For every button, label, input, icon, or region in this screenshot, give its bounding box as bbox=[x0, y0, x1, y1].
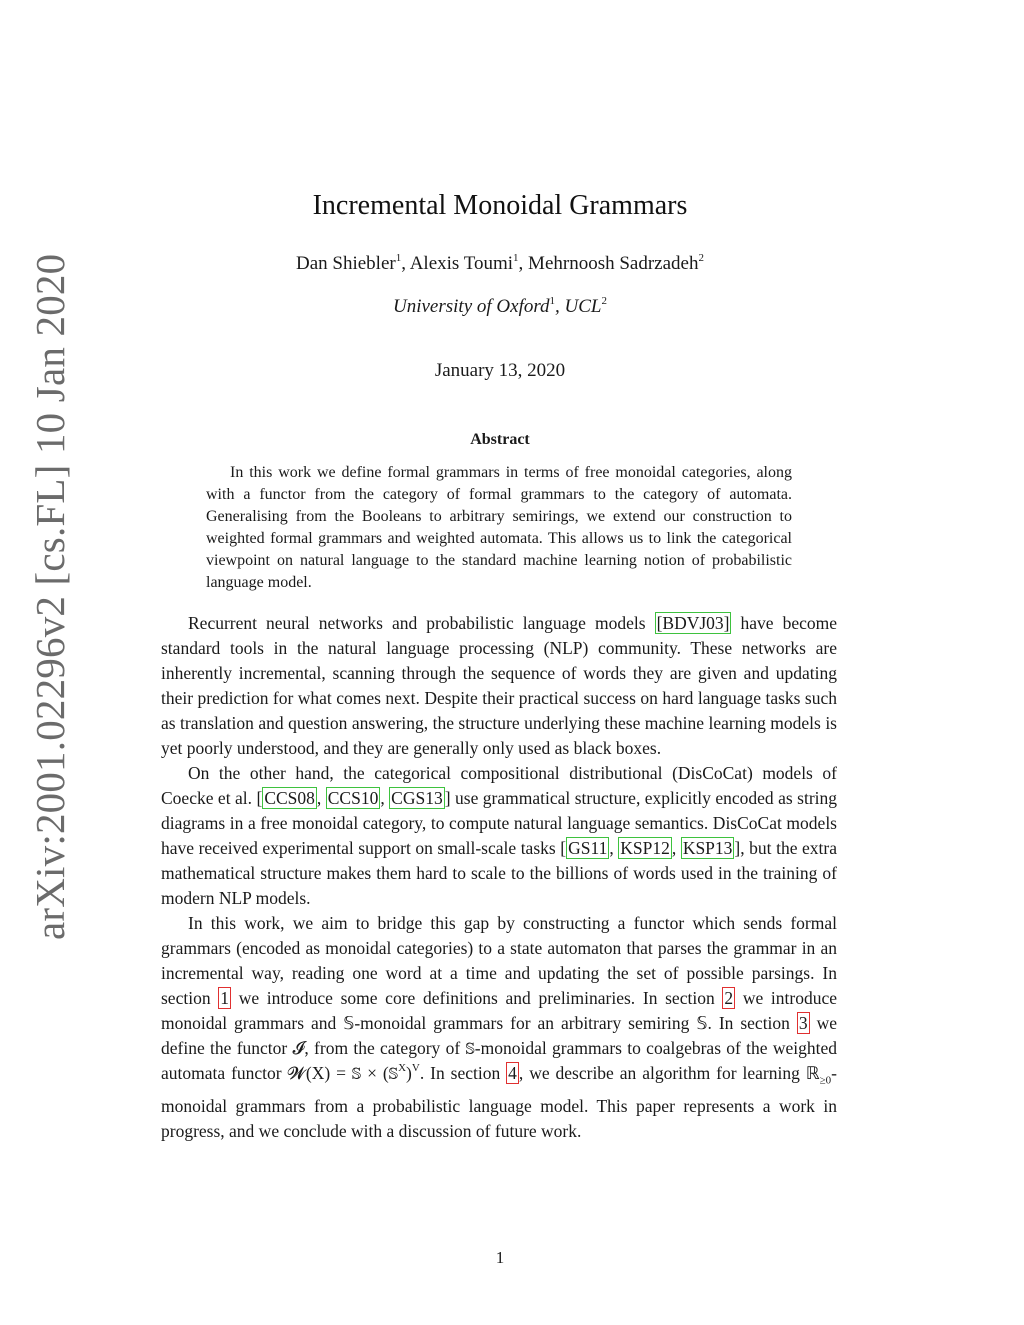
affiliation-mark: 2 bbox=[698, 252, 704, 264]
author-name: Mehrnoosh Sadrzadeh bbox=[528, 253, 699, 274]
text-run: , we describe an algorithm for learning ℝ bbox=[518, 1063, 820, 1083]
affiliation-mark: 1 bbox=[549, 295, 556, 307]
separator: , bbox=[316, 788, 326, 808]
citation-link[interactable]: GS11 bbox=[568, 838, 608, 858]
paper-title: Incremental Monoidal Grammars bbox=[312, 190, 688, 221]
affiliation-name: UCL bbox=[564, 296, 602, 317]
affiliation-mark: 2 bbox=[601, 295, 607, 307]
page-number: 1 bbox=[495, 1248, 505, 1267]
publication-date: January 13, 2020 bbox=[434, 360, 566, 381]
text-run: we define the functor 𝓘, from the category of 𝕊-monoidal grammars to coalgebras of the weighted automata functor 𝓦(X) = 𝕊 × (𝕊 bbox=[161, 1013, 838, 1083]
abstract-heading: Abstract bbox=[470, 431, 530, 448]
bracket: [ bbox=[560, 838, 567, 858]
paragraph-1 bbox=[161, 611, 837, 761]
text-run: ) bbox=[406, 1063, 412, 1083]
paragraph-2 bbox=[161, 761, 837, 911]
separator: , bbox=[380, 788, 390, 808]
bracket: [ bbox=[256, 788, 263, 808]
section-ref-link[interactable]: 2 bbox=[724, 988, 734, 1008]
text-run: -monoidal grammars from a probabilistic language model. This paper represents a work in progress, and we conclude with a discussion of future work. bbox=[161, 1063, 837, 1141]
author-name: Dan Shiebler bbox=[296, 253, 396, 274]
affiliation-list bbox=[0, 296, 1000, 318]
author-name: Alexis Toumi bbox=[409, 253, 514, 274]
text-run: . In section bbox=[419, 1063, 507, 1083]
citation-link[interactable]: KSP12 bbox=[620, 838, 670, 858]
separator: , bbox=[401, 253, 410, 274]
section-ref-link[interactable]: 3 bbox=[798, 1013, 808, 1033]
arxiv-identifier: arXiv:2001.02296v2 [cs.FL] 10 Jan 2020 bbox=[27, 253, 73, 940]
superscript: X bbox=[398, 1062, 407, 1074]
citation-link[interactable]: [BDVJ03] bbox=[656, 613, 730, 633]
bracket: ] bbox=[444, 788, 451, 808]
text-run: In this work, we aim to bridge this gap by constructing a functor which sends formal grammars (encoded as monoidal categories) to a state automaton that parses the grammar in an incremental way, reading one word at a time and updating the set of possible parsings. In section bbox=[161, 913, 837, 1008]
separator: , bbox=[671, 838, 681, 858]
separator: , bbox=[518, 253, 529, 274]
text-run: we introduce monoidal grammars and 𝕊-monoidal grammars for an arbitrary semiring 𝕊. In section bbox=[161, 988, 838, 1033]
text-run: , but the extra mathematical structure makes them hard to scale to the billions of words used in the training of modern NLP models. bbox=[161, 838, 838, 908]
affiliation-mark: 1 bbox=[395, 252, 402, 264]
affiliation-name: University of Oxford bbox=[392, 296, 550, 317]
citation-link[interactable]: CCS10 bbox=[327, 788, 379, 808]
text-run: we introduce some core definitions and preliminaries. In section bbox=[231, 988, 723, 1008]
section-ref-link[interactable]: 4 bbox=[508, 1063, 517, 1083]
citation-link[interactable]: CCS08 bbox=[264, 788, 315, 808]
text-run: Recurrent neural networks and probabilistic language models bbox=[188, 613, 655, 633]
text-run: have become standard tools in the natural language processing (NLP) community. These networks are inherently incremental, scanning through the sequence of words they are given and updating their prediction for what comes next. Despite their practical success on hard language tasks such as translation and question answering, the structure underlying these machine learning models is yet poorly understood, and they are generally only used as black boxes. bbox=[161, 613, 837, 758]
body-text bbox=[161, 611, 837, 1144]
citation-link[interactable]: KSP13 bbox=[682, 838, 733, 858]
separator: , bbox=[555, 296, 565, 317]
affiliation-mark: 1 bbox=[513, 252, 519, 264]
citation-link[interactable]: CGS13 bbox=[391, 788, 443, 808]
section-ref-link[interactable]: 1 bbox=[220, 988, 230, 1008]
subscript: ≥0 bbox=[819, 1074, 832, 1087]
author-list bbox=[0, 253, 1000, 275]
text-run: On the other hand, the categorical compositional distributional (DisCoCat) models of Coecke et al. bbox=[161, 763, 837, 808]
separator: , bbox=[609, 838, 619, 858]
paragraph-3 bbox=[161, 911, 837, 1144]
superscript: V bbox=[411, 1062, 420, 1074]
text-run: use grammatical structure, explicitly encoded as string diagrams in a free monoidal category, to compute natural language semantics. DisCoCat models have received experimental support on small-scale tasks bbox=[161, 788, 838, 858]
bracket: ] bbox=[734, 838, 741, 858]
abstract-text: In this work we define formal grammars in terms of free monoidal categories, along with a functor from the category of formal grammars to the category of automata. Generalising from the Booleans to arbitrary semirings, we extend our construction to weighted formal grammars and weighted automata. This allows us to link the categorical viewpoint on natural language to the standard machine learning notion of probabilistic language model. bbox=[206, 464, 792, 591]
